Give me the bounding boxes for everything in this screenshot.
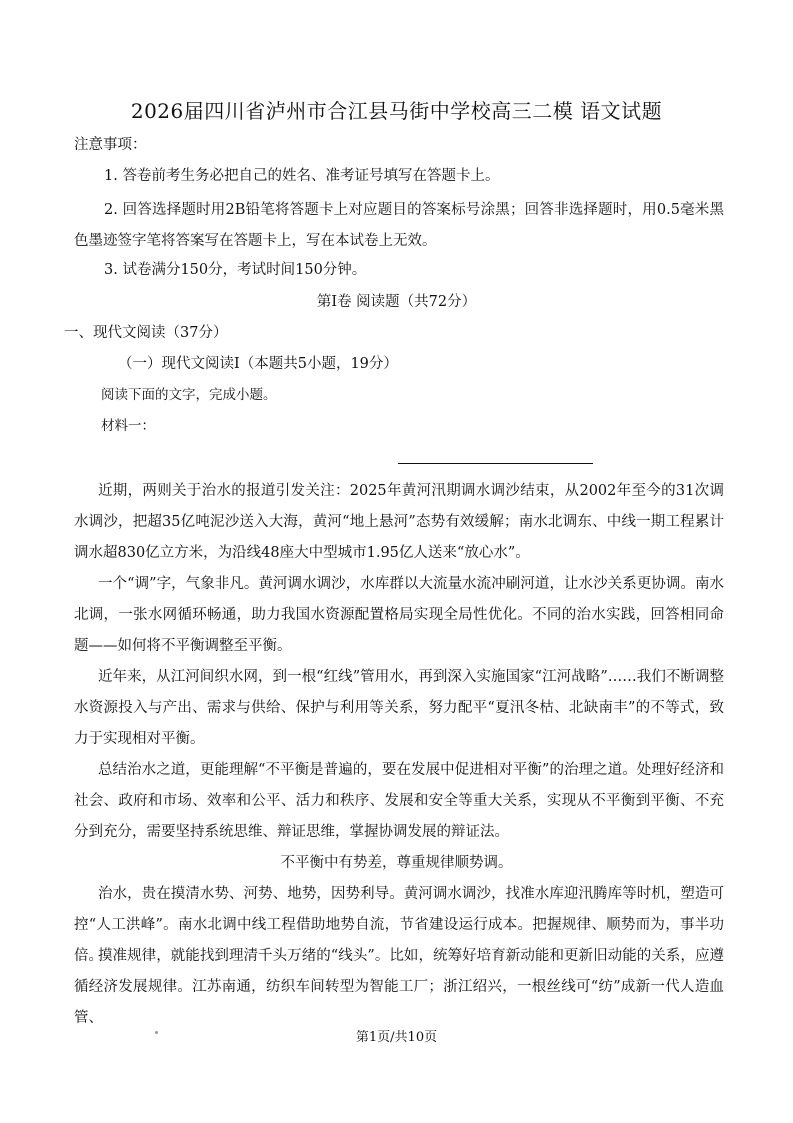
- paragraph-4: 总结治水之道，更能理解“不平衡是普遍的，要在发展中促进相对平衡”的治理之道。处理好经济和社会、政府和市场、效率和公平、活力和秩序、发展和安全等重大关系，实现从不平衡到平衡、不充分到充分，需要坚持系统思维、辩证思维，掌握协调发展的辩证法。: [74, 762, 724, 840]
- reading-instruction: 阅读下面的文字，完成小题。: [101, 387, 277, 403]
- divider-line: [398, 463, 593, 464]
- volume-title: 第Ⅰ卷 阅读题（共72分）: [316, 294, 477, 310]
- section-heading: 一、现代文阅读（37分）: [64, 325, 228, 341]
- subheading: 不平衡中有势差，尊重规律顺势调。: [280, 855, 513, 871]
- subsection-heading: （一）现代文阅读Ⅰ（本题共5小题，19分）: [118, 356, 398, 372]
- paragraph-1: 近期，两则关于治水的报道引发关注：2025年黄河汛期调水调沙结束，从2002年至今的31次调水调沙，把超35亿吨泥沙送入大海，黄河“地上悬河”态势有效缓解；南水北调东、中线一期工程累计调水超830亿立方米，为沿线48座大中型城市1.95亿人送来“放心水”。: [74, 483, 724, 561]
- notice-item-1: 1. 答卷前考生务必把自己的姓名、准考证号填写在答题卡上。: [104, 168, 500, 184]
- paragraph-3: 近年来，从江河间织水网，到一根“红线”管用水，再到深入实施国家“江河战略”……我们不断调整水资源投入与产出、需求与供给、保护与利用等关系，努力配平“夏汛冬枯、北缺南丰”的不等式，致力于实现相对平衡。: [74, 669, 724, 747]
- exam-title: 2026届四川省泸州市合江县马街中学校高三二模 语文试题: [130, 99, 663, 123]
- notice-item-3: 3. 试卷满分150分，考试时间150分钟。: [104, 262, 367, 278]
- paragraph-2: 一个“调”字，气象非凡。黄河调水调沙，水库群以大流量水流冲刷河道，让水沙关系更协调。南水北调，一张水网循环畅通，助力我国水资源配置格局实现全局性优化。不同的治水实践，回答相同命题——如何将不平衡调整至平衡。: [74, 576, 724, 654]
- notice-item-2: 2. 回答选择题时用2B铅笔将答题卡上对应题目的答案标号涂黑；回答非选择题时，用0.5毫米黑色墨迹签字笔将答案写在答题卡上，写在本试卷上无效。: [74, 202, 724, 249]
- page-footer: 第1页/共10页: [355, 1030, 438, 1045]
- material-label: 材料一：: [101, 418, 155, 434]
- notice-heading: 注意事项：: [74, 137, 147, 153]
- paragraph-5: 治水，贵在摸清水势、河势、地势，因势利导。黄河调水调沙，找准水库迎汛腾库等时机，塑造可控“人工洪峰”。南水北调中线工程借助地势自流，节省建设运行成本。把握规律、顺势而为，事半功倍。: [74, 886, 724, 964]
- paragraph-6: 摸准规律，就能找到理清千头万绪的“线头”。比如，统筹好培育新动能和更新旧动能的关系，应遵循经济发展规律。江苏南通，纺织车间转型为智能工厂；浙江绍兴，一根丝线可“纺”成新一代人造血管、: [74, 948, 724, 1026]
